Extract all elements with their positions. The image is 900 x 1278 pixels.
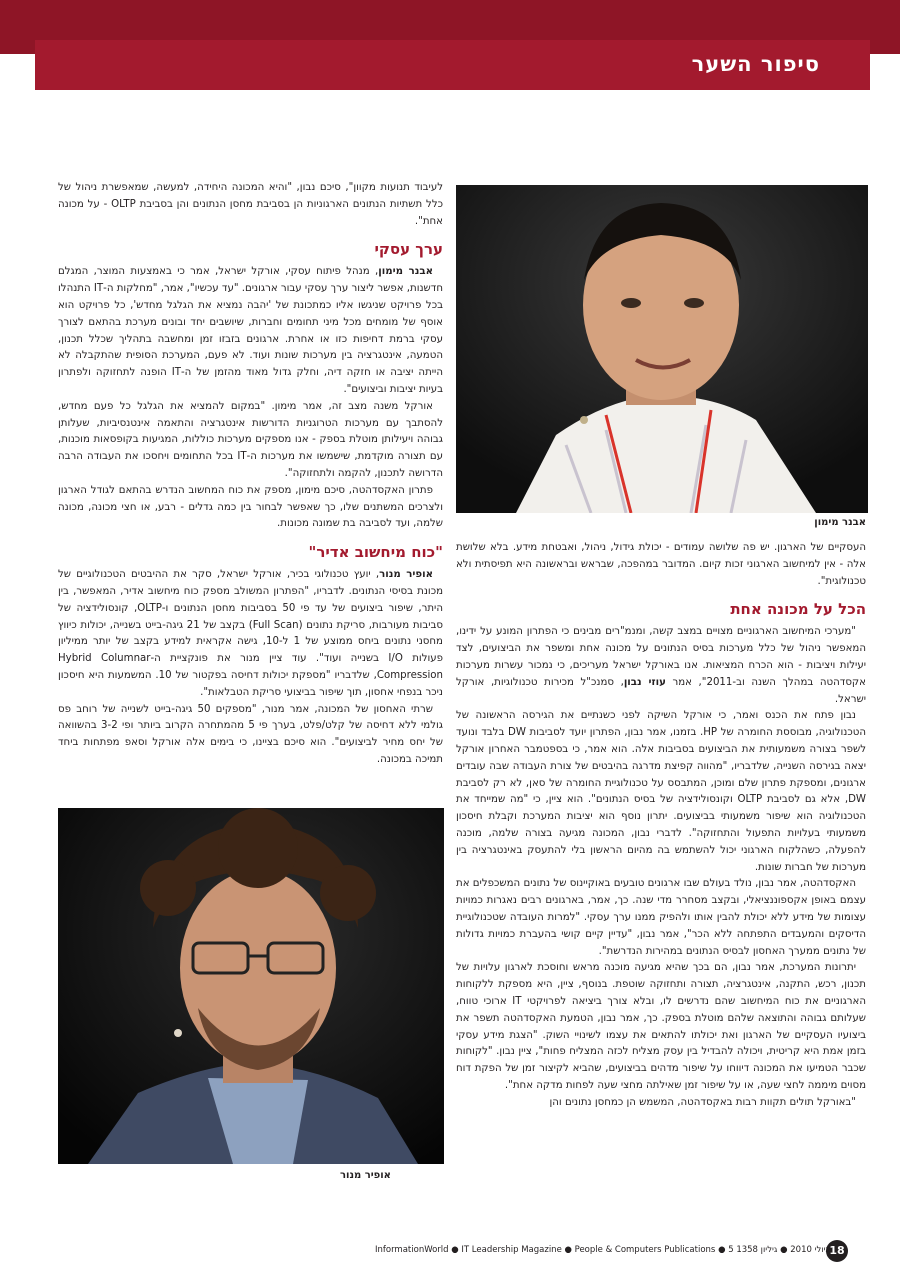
footer-date: 5 ביולי 2010 xyxy=(728,1245,831,1255)
right-paragraph-6: "באורקל תולים תקוות רבות באקסדהטה, המשמש הן כמחסן נתונים והן xyxy=(549,1096,856,1108)
speaker-name-manor: אופיר מנור xyxy=(379,569,433,581)
left-paragraph-2-text: , מנהל פיתוח עסקי, אורקל ישראל, אמר כי באמצעות המוצר, המגלם חדשנות, אפשר ליצור ערך עסקי עבור ארגונים. "עד עכשיו", אמר, "מחלקות ה-IT התנהלו בכל פרויקט שניגשו אליו כמתכונת של 'יהבה נמציא את הגלגל מחדש', כל פרויקט הוא אוסף של מומחים מכל מיני תחומים וחברות, שיושבים יחד ובונים מערכת בהתאם לצורך עסקי ברמת דחיפות כזו או אחרת. ארגונים בזבזו זמן ומחשבה בתהליך שכלל תכנון, הטמעה, אינטגרציה בין מערכות שונות ועוד. לא פעם, המערכת הסופית שהתקבלה לא הייתה יציבה או חזקה דיה, וחלק גדול מאוד מהזמן של ה-IT הופנה לתחזוקה ולפתרון בעיות יציבות וביצועים". xyxy=(58,266,443,395)
left-paragraph-5 xyxy=(58,567,443,701)
footer-publisher-3: InformationWorld xyxy=(375,1245,449,1255)
left-paragraph-1: לעיבוד תנועות מקוון", סיכם נבון, "והיא המכונה היחידה, למעשה, שמאפשרת ניהול של כלל תשתיות הנתונים הארגוניות הן בסביבת מחסן הנתונים והן בסביבת OLTP - על מכונה אחת". xyxy=(58,182,443,227)
right-paragraph-2-end: , סמנכ"ל מכירות טכנולוגיות, אורקל ישראל. xyxy=(456,676,866,705)
left-paragraph-3: אורקל משנה מצב זה, אמר מימון. "במקום להמציא את הגלגל כל פעם מחדש, להסתבך עם מערכות הטרוגניות הדורשות אינטגרציה והתאמה אינטנסיביות, שעלותן גבוהה ויעילותן מוטלת בספק - אנו מספקים מערכות כוללות, המגיעות בקופסאות מוכנות, עם תצורה מוקדמת, שישמשו את מערכות ה-IT בכל התחומים ויחסכו את העבודה הרבה הדרושה לתכנון, להקמה ולתחזוקה". xyxy=(58,400,443,479)
footer-publication-line: InformationWorld ● IT Leadership Magazine ● People & Computers Publications ● 5 ביולי 2010 ● גיליון 1358 xyxy=(375,1245,831,1255)
right-paragraph-4: האקסדהטה, אמר נבון, נולד בעולם שבו ארגונים טובעים באוקיינוס של נתונים המשכפלים את עצמם באופן אקספוננציאלי, ובקצב מסחרר מדי שנה. כך, אמר, בארגונים רבים נאגרות כמויות עצומות של מידע ללא יכולת להבין אותו ולהפיק ממנו ערך עסקי. "למרות העובדה שטכנולוגיית הדיסקים והמעבדים התפתחה ללא הכר", אמר נבון, "עדיין קיים קושי בהעברת כמויות גדולות של נתונים ממערך האחסון לבסיס הנתונים במהירות הנדרשת". xyxy=(456,878,866,957)
caption-photo-right: אבנר מימון xyxy=(814,517,866,528)
caption-photo-left: אופיר מנור xyxy=(340,1170,391,1181)
section-title: סיפור השער xyxy=(691,52,820,76)
footer-publisher-1: People & Computers Publications xyxy=(574,1245,716,1255)
right-paragraph-2 xyxy=(456,624,866,708)
right-column xyxy=(456,540,866,1112)
footer-issue: גיליון 1358 xyxy=(736,1245,778,1255)
right-paragraph-1: העסקיים של הארגון. יש פה שלושה עמודים - יכולת גידול, ניהול, ואבטחת מידע. בלא שלושת אלה - אין למיחשוב הארגוני זכות קיום. המדובר במהפכה, שבראש ובראשונה היא תפיסתית ולא טכנולוגית". xyxy=(456,542,866,587)
subheading-all-on-one-machine: הכל על מכונה אחת xyxy=(730,600,866,619)
left-paragraph-6: שרתי האחסון של המכונה, אמר מנור, "מספקים 50 גיגה-בייט לשנייה של רוחב פס גולמי ללא דחיסה של קלט/פלט, בערך פי 5 מהמתחרה הקרוב ביותר ופי 3-2 בהשוואה של יחס מחיר לביצועים". הוא סיכם בציינו, כי בימים אלה אורקל וסאפ מפתחות ביחד תמיכה במכונה. xyxy=(58,703,443,765)
page-number: 18 xyxy=(826,1240,848,1262)
photo-avner-maimon xyxy=(456,185,868,513)
left-paragraph-4: פתרון האקסדהטה, סיכם מימון, מספק את כוח המחשוב הנדרש בהתאם לגודל הארגון ולצרכים המשתנים שלו, כך שאפשר לבחור בין כמה גדלים - רבע, או חצי מכונה, מכונה שלמה, ועד לסביבה בת שמונה מכונות. xyxy=(58,484,443,530)
speaker-name-navon: עוזי נבון xyxy=(623,676,666,688)
footer-publisher-2: IT Leadership Magazine xyxy=(461,1245,562,1255)
speaker-name-maimon: אבנר מימון xyxy=(378,266,433,278)
photo-ofir-manor xyxy=(58,808,444,1164)
left-paragraph-2 xyxy=(58,264,443,398)
left-paragraph-5-text: , יועץ טכנולוגי בכיר, אורקל ישראל, סקר את ההיבטים הטכנולוגיים של מכונת בסיסי הנתונים. לדבריו, "הפתרון המשולב מספק כוח מיחשוב אדיר, המאפשר, בין היתר, שיפור ביצועים של עד פי 50 בסביבות מחסן הנתונים ו-OLTP, קונסולידציה של סביבות מעורבות, סריקת נתונים (Full Scan) בקצב של 21 גיגה-בייט בשנייה, יכולות כיווץ מחסני נתונים ביחס ממוצע של 1 ל-10, גישה אקראית למידע בקצב של יותר ממיליון פעולות I/O בשנייה ועוד". עוד ציין מנור את פונקציית ה-Hybrid Columnar Compression, שלדבריו "מספקת יכולות דחיסה בפקטור של 10. המשמעות היא חיסכון ניכר בנפחי אחסון, תוך שיפור בביצועי סריקת הטבלאות". xyxy=(58,569,444,698)
subheading-business-value: ערך עסקי xyxy=(374,240,443,259)
subheading-computing-power: "כוח מיחשוב אדיר" xyxy=(308,543,443,562)
right-paragraph-3: נבון פתח את הכנס ואמר, כי אורקל השיקה לפני כשנתיים את הגירסה הראשונה של הטכנולוגיה, מבוססת החומרה של HP. בזמנו, אמר נבון, הפתרון יועד לסביבות DW בלבד ונועד לשפר בצורה משמעותית את הביצועים בסביבות אלה. הוא אמר, כי בספטמבר האחרון אורקל יצאה בגירסה השנייה, שלדבריו, "מהווה קפיצת מדרגה בהיבטים של צורת העבודה שבה עובדים ארגונים, ומספקת פתרון שלם ומוכן, המתבסס על טכנולוגיית החומרה של סאן, לא רק לסביבת DW, אלא גם לסביבת OLTP וקונסולידציה של בסיס הנתונים". הוא ציין, כי "מה שמייחד את הטכנולוגיה הוא שיפור משמעותי בביצועים. יתרון נוסף הוא יציבות המערכת וקבלת חיסכון משמעותי בעלויות התפעול והתחזוקה". לדברי נבון, המכונה מגיעה בצורה שלמה, מוכנה להפעלה, כשהלקוח הארגוני יכול להשתמש בה מהיום הראשון בלי להתעסק באינטגרציה בין מערכות של חברות שונות. xyxy=(456,710,866,873)
left-column xyxy=(58,180,443,769)
right-paragraph-2-text: "מערכי המיחשוב הארגוניים מצויים במצב קשה, ומנמ"רים מבינים כי הפתרון המונע על ידינו, המאפשר ניהול של כלל מערכות בסיס הנתונים על מכונה אחת ומשפר את הביצועים, לצד יעילות ויציבות - הוא הכרח המציאות. אנו באורקל ישראל מעריכים, כי נמכור עשרות מערכות אקסדהטה במהלך השנה וב-2011", אמר xyxy=(456,626,866,688)
right-paragraph-5: יתרונות המערכת, אמר נבון, הם בכך שהיא מגיעה מוכנה מראש וחוסכת לארגון עלויות של תכנון, רכש, התקנה, אינטגרציה, תצורה ותחזוקה שוטפת. בנוסף, ציין, היא מספקת ללקוחות הארגוניים את כוח המיחשוב שהם נדרשים לו, ובלא צורך ביציאה לפרויקטי IT ארוכי טווח, שעלותם גבוהה והתוצאה שלהם מוטלת בספק. כך, אמר נבון, הטמעת האקסדהטה תשפר את ביצועיו העסקיים של הארגון ואת יכולתו להתאים את עצמו לשינויי השוק. "הצגת מידע עסקי בזמן אמת היא קריטית, ויכולה להבדיל בין עסק מצליח לכזה המצליח פחות", ציין נבון. "לקוחות שכבר הטמיעו את המכונה דיווחו על שיפור מדהים בביצועים, שהביא לקיצור זמן של הפקת דוח מסוים מיממה לחצי שעה, או על שיפור זמן שאילתה מחצי שעה לפחות מדקה אחת". xyxy=(456,962,867,1091)
